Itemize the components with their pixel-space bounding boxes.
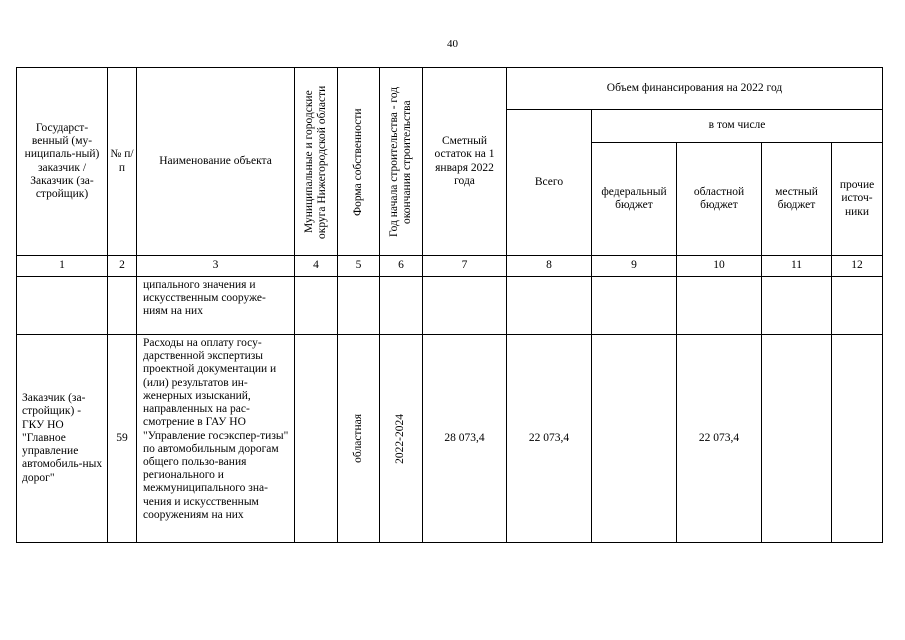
financing-table [16,67,883,543]
column-numbers-row [17,256,883,277]
header-financing-total: Объем финансирования на 2022 год [507,68,883,110]
column-number: 1 [17,256,108,277]
table-row [17,335,883,543]
column-number: 5 [338,256,380,277]
header-object-name: Наименование объекта [137,68,295,256]
column-number: 9 [592,256,677,277]
header-including: в том числе [592,110,883,143]
page-number: 40 [447,38,458,50]
header-total: Всего [507,110,592,256]
row-regional: 22 073,4 [677,335,762,543]
row-customer: Заказчик (за-стройщик) - ГКУ НО "Главное управление автомобиль-ных дорог" [17,335,108,543]
column-number: 2 [108,256,137,277]
header-remaining: Сметный остаток на 1 января 2022 года [423,68,507,256]
column-number: 3 [137,256,295,277]
header-row-1 [17,68,883,110]
row-years: 2022-2024 [380,335,423,543]
header-federal: федеральный бюджет [592,143,677,256]
row-other [832,335,883,543]
header-customer: Государст-венный (му-ниципаль-ный) заказчик / Заказчик (за-стройщик) [17,68,108,256]
row-total: 22 073,4 [507,335,592,543]
row-federal [592,335,677,543]
header-num: № п/п [108,68,137,256]
column-number: 11 [762,256,832,277]
column-number: 8 [507,256,592,277]
row-ownership: областная [338,335,380,543]
column-number: 10 [677,256,762,277]
column-number: 12 [832,256,883,277]
row-num: 59 [108,335,137,543]
header-years: Год начала строительства - год окончания строительства [380,68,423,256]
column-number: 6 [380,256,423,277]
column-number: 4 [295,256,338,277]
row-local [762,335,832,543]
continuation-object-name: ципального значения и искусственным сооруже-ниям на них [137,277,295,335]
row-object-name: Расходы на оплату госу-дарственной экспертизы проектной документации и (или) результатов ин-женерных изысканий, направленных на рас-смотрение в ГАУ НО "Управление госэкспер-тизы" по автомобильным дорогам общего пользо-вания регионального и межмуниципального зна-чения и искусственным сооружениям на них [137,335,295,543]
header-ownership: Форма собственности [338,68,380,256]
row-remaining: 28 073,4 [423,335,507,543]
row-municipality [295,335,338,543]
column-number: 7 [423,256,507,277]
header-municipality: Муниципальные и городские округа Нижегородской области [295,68,338,256]
header-other: прочие источ-ники [832,143,883,256]
header-regional: областной бюджет [677,143,762,256]
continuation-row [17,277,883,335]
header-local: местный бюджет [762,143,832,256]
